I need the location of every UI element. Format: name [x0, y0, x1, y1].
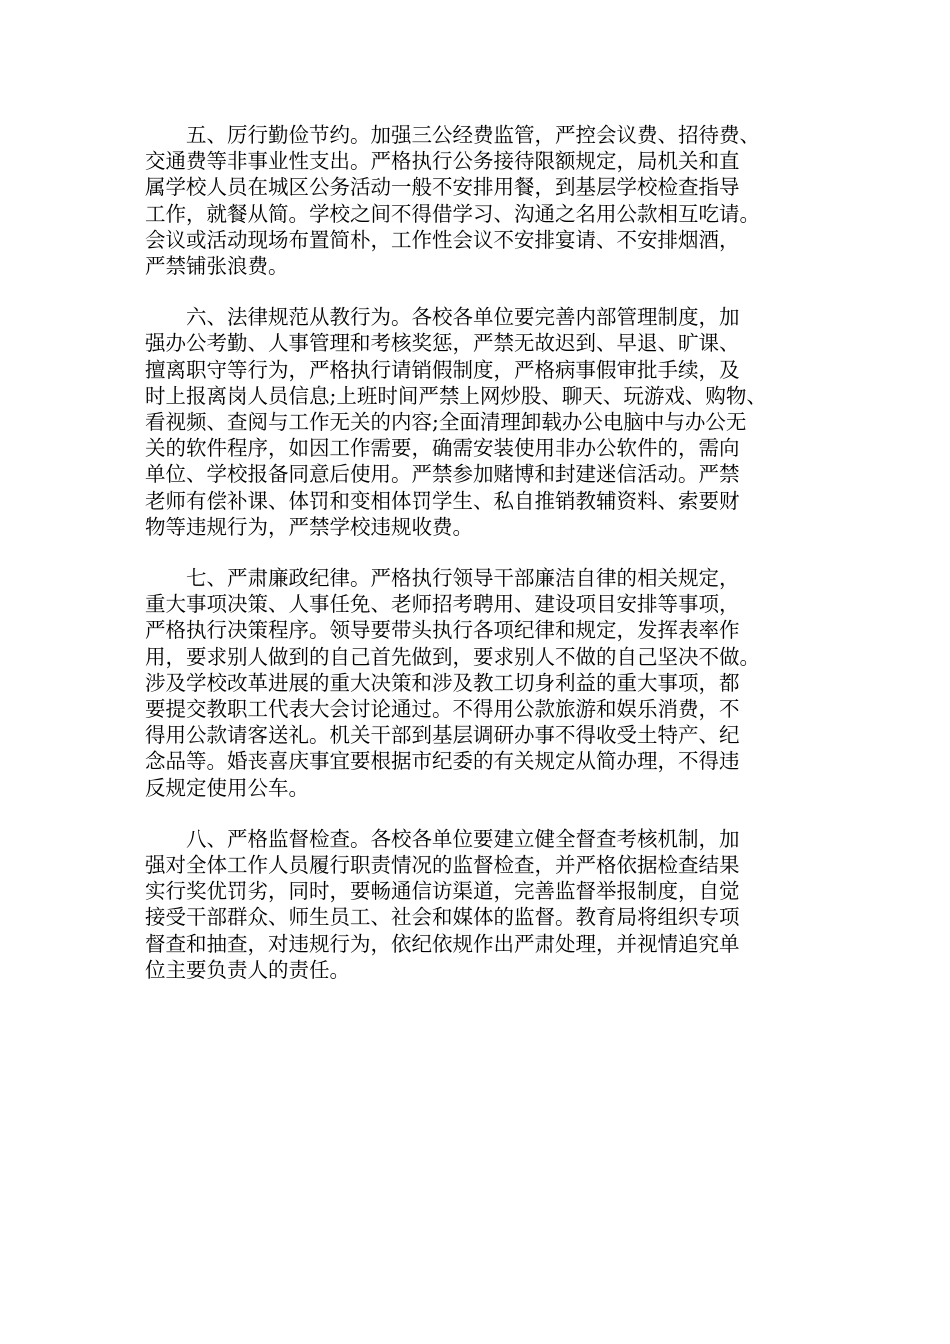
- text-line: 属学校人员在城区公务活动一般不安排用餐，到基层学校检查指导: [145, 175, 740, 200]
- text-line: 工作，就餐从简。学校之间不得借学习、沟通之名用公款相互吃请。: [145, 201, 760, 226]
- text-line: 交通费等非事业性支出。严格执行公务接待限额规定，局机关和直: [145, 149, 740, 174]
- text-line: 反规定使用公车。: [145, 775, 309, 800]
- paragraph-frugality: [145, 122, 813, 279]
- paragraph-teaching-conduct: [145, 304, 813, 540]
- paragraph-integrity-discipline: [145, 565, 813, 801]
- text-line: 时上报离岗人员信息;上班时间严禁上网炒股、聊天、玩游戏、购物、: [145, 383, 767, 408]
- text-line: 看视频、查阅与工作无关的内容;全面清理卸载办公电脑中与办公无: [145, 410, 747, 435]
- text-line: 督查和抽查，对违规行为，依纪依规作出严肃处理，并视情追究单: [145, 931, 740, 956]
- document-page: [145, 122, 813, 1008]
- text-line: 重大事项决策、人事任免、老师招考聘用、建设项目安排等事项，: [145, 592, 740, 617]
- text-line: 念品等。婚丧喜庆事宜要根据市纪委的有关规定从简办理，不得违: [145, 749, 740, 774]
- text-line: 实行奖优罚劣，同时，要畅通信访渠道，完善监督举报制度，自觉: [145, 879, 740, 904]
- text-line: 物等违规行为，严禁学校违规收费。: [145, 514, 473, 539]
- text-line: 单位、学校报备同意后使用。严禁参加赌博和封建迷信活动。严禁: [145, 462, 740, 487]
- text-line: 老师有偿补课、体罚和变相体罚学生、私自推销教辅资料、索要财: [145, 488, 740, 513]
- text-line: 严禁铺张浪费。: [145, 254, 289, 279]
- text-line: 擅离职守等行为，严格执行请销假制度，严格病事假审批手续，及: [145, 357, 740, 382]
- text-line: 涉及学校改革进展的重大决策和涉及教工切身利益的重大事项，都: [145, 670, 740, 695]
- text-line: 五、厉行勤俭节约。加强三公经费监管，严控会议费、招待费、: [186, 123, 760, 147]
- text-line: 关的软件程序，如因工作需要，确需安装使用非办公软件的，需向: [145, 436, 740, 461]
- text-line: 强对全体工作人员履行职责情况的监督检查，并严格依据检查结果: [145, 853, 740, 878]
- text-line: 要提交教职工代表大会讨论通过。不得用公款旅游和娱乐消费，不: [145, 697, 740, 722]
- text-line: 得用公款请客送礼。机关干部到基层调研办事不得收受土特产、纪: [145, 723, 740, 748]
- text-line: 强办公考勤、人事管理和考核奖惩，严禁无故迟到、早退、旷课、: [145, 331, 740, 356]
- text-line: 六、法律规范从教行为。各校各单位要完善内部管理制度，加: [186, 305, 740, 330]
- text-line: 严格执行决策程序。领导要带头执行各项纪律和规定，发挥表率作: [145, 618, 740, 643]
- text-line: 八、严格监督检查。各校各单位要建立健全督查考核机制，加: [186, 826, 740, 851]
- text-line: 七、严肃廉政纪律。严格执行领导干部廉洁自律的相关规定，: [186, 566, 740, 591]
- text-line: 位主要负责人的责任。: [145, 957, 350, 982]
- text-line: 接受干部群众、师生员工、社会和媒体的监督。教育局将组织专项: [145, 905, 740, 930]
- text-line: 会议或活动现场布置简朴，工作性会议不安排宴请、不安排烟酒，: [145, 227, 740, 252]
- paragraph-supervision: [145, 826, 813, 983]
- text-line: 用，要求别人做到的自己首先做到，要求别人不做的自己坚决不做。: [145, 644, 760, 669]
